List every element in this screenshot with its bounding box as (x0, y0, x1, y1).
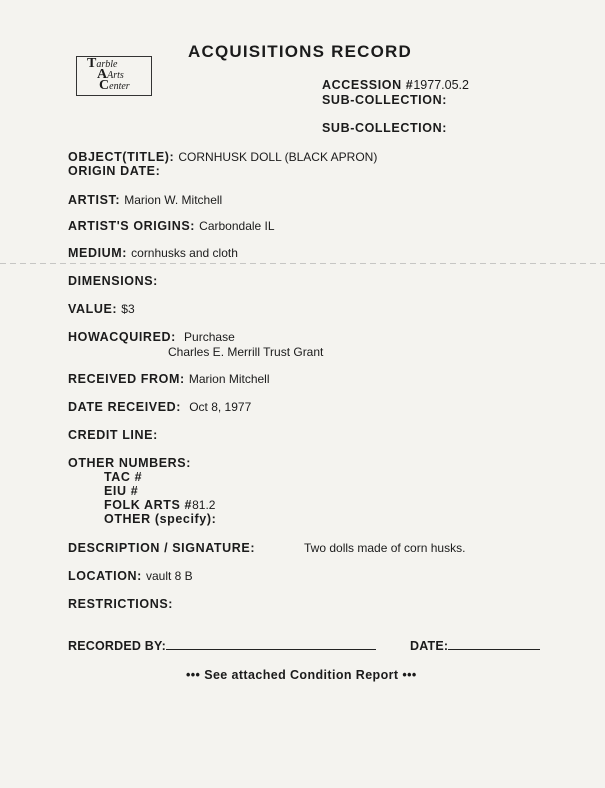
dimensions-label: DIMENSIONS: (68, 274, 158, 288)
artist-field: ARTIST: Marion W. Mitchell (68, 193, 223, 207)
object-title-field: OBJECT(TITLE): CORNHUSK DOLL (BLACK APRON) (68, 150, 378, 164)
credit-line-label: CREDIT LINE: (68, 428, 158, 442)
value-field: VALUE: $3 (68, 302, 135, 316)
artists-origins-field: ARTIST'S ORIGINS: Carbondale IL (68, 219, 275, 233)
recorded-by-field: RECORDED BY: (68, 639, 376, 653)
other-specify-label: OTHER (specify): (104, 512, 217, 526)
other-numbers-label: OTHER NUMBERS: (68, 456, 191, 470)
tac-number-label: TAC # (104, 470, 143, 484)
folk-arts-number-field: FOLK ARTS #81.2 (104, 498, 216, 512)
how-acquired-grant: Charles E. Merrill Trust Grant (168, 345, 324, 359)
medium-field: MEDIUM: cornhusks and cloth (68, 246, 238, 260)
how-acquired-field: HOWACQUIRED: Purchase (68, 330, 235, 344)
page-title: ACQUISITIONS RECORD (188, 42, 412, 61)
received-from-field: RECEIVED FROM: Marion Mitchell (68, 372, 270, 386)
description-value: Two dolls made of corn husks. (304, 541, 466, 555)
location-field: LOCATION: vault 8 B (68, 569, 193, 583)
origin-date-label: ORIGIN DATE: (68, 164, 161, 178)
recorded-by-blank-line (166, 649, 376, 650)
sub-collection-label-1: SUB-COLLECTION: (322, 93, 447, 107)
fold-line (0, 263, 605, 264)
restrictions-label: RESTRICTIONS: (68, 597, 174, 611)
description-signature-label: DESCRIPTION / SIGNATURE: (68, 541, 256, 555)
date-blank-line (448, 649, 540, 650)
eiu-number-label: EIU # (104, 484, 139, 498)
tarble-arts-center-logo: Tarble AArts Center (76, 56, 152, 96)
sub-collection-label-2: SUB-COLLECTION: (322, 121, 447, 135)
date-received-field: DATE RECEIVED: Oct 8, 1977 (68, 400, 252, 414)
condition-report-note: ••• See attached Condition Report ••• (186, 668, 417, 682)
accession-field: ACCESSION #1977.05.2 (322, 78, 469, 92)
date-field: DATE: (410, 639, 540, 653)
